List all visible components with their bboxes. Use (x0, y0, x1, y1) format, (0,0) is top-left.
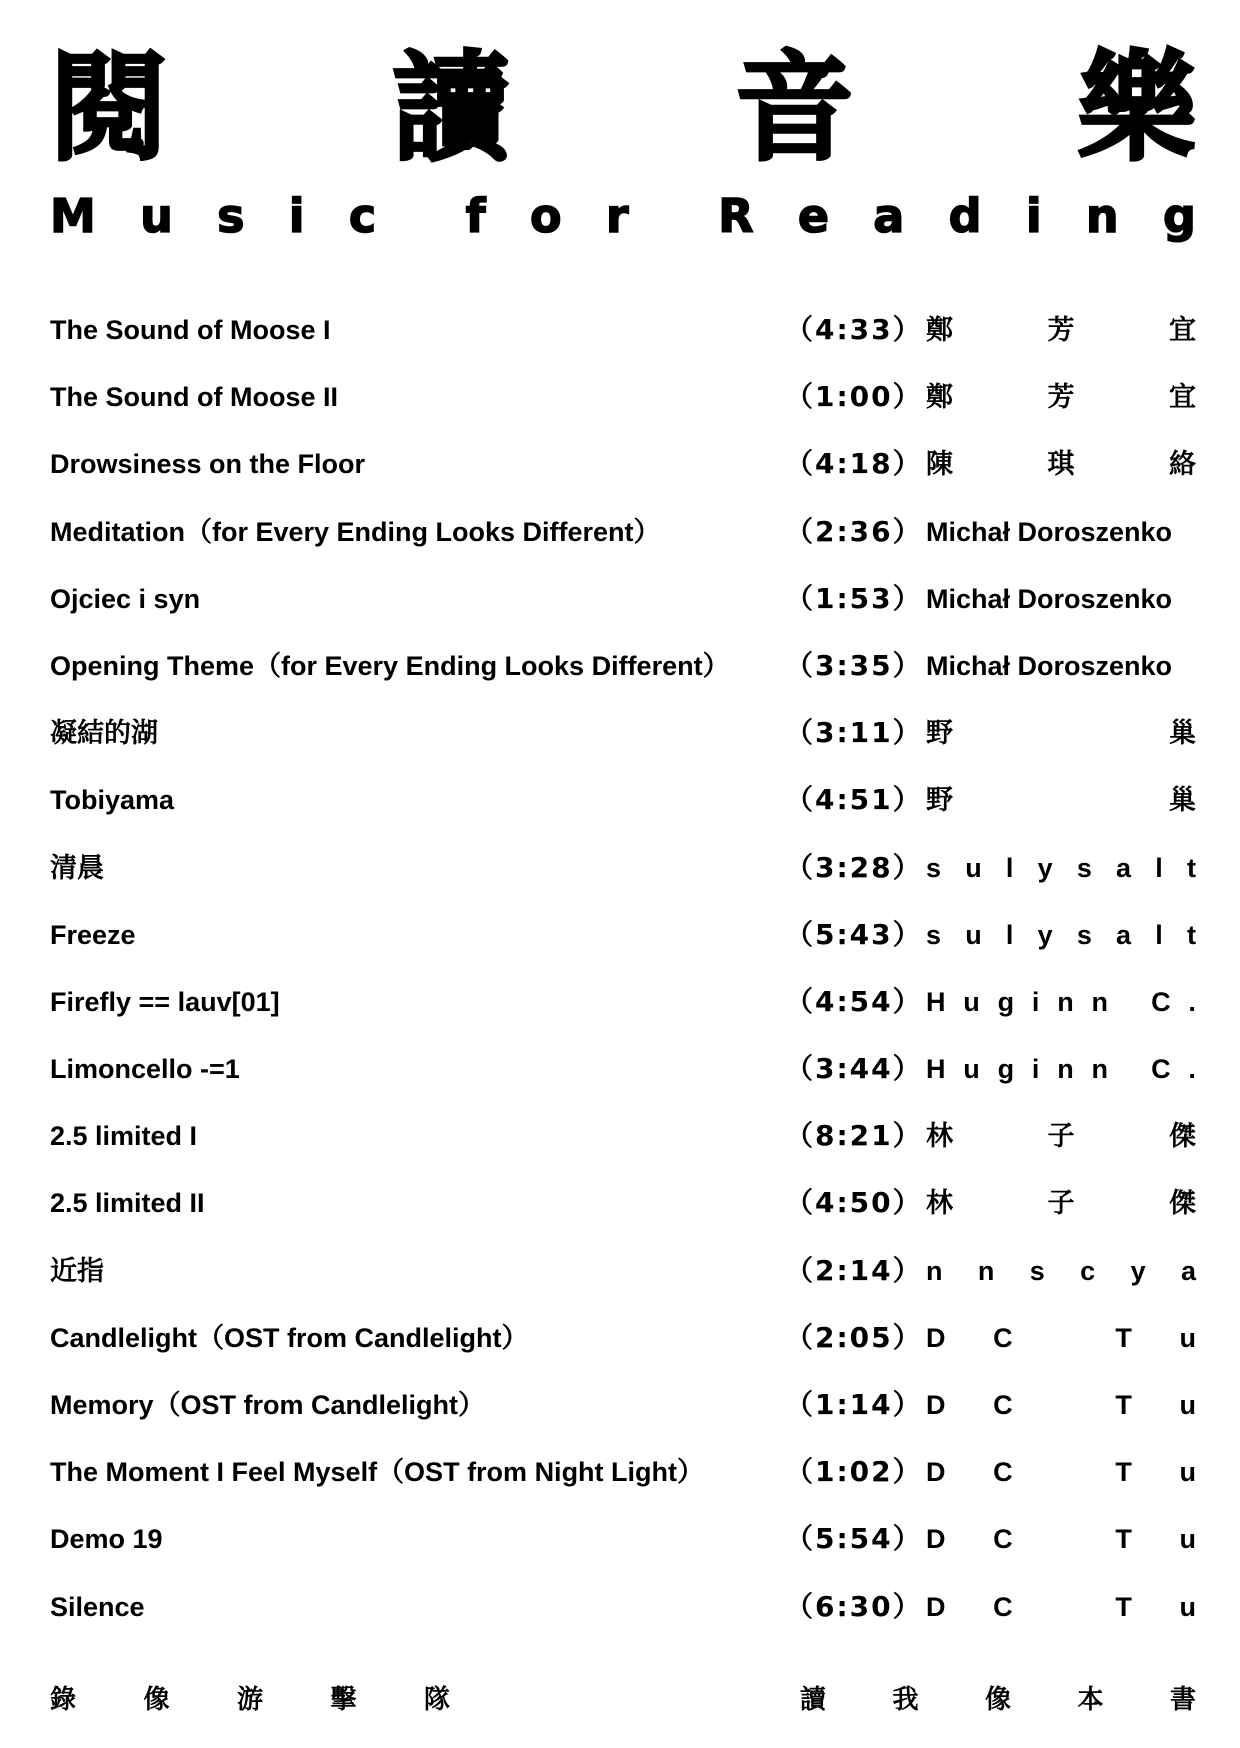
artist-char: T (1115, 1390, 1132, 1420)
track-duration: （4:51） (785, 783, 923, 817)
track-title: Firefly == lauv[01] (50, 986, 280, 1017)
artist-char: y (1037, 919, 1053, 950)
title-char: 讀 (392, 39, 511, 177)
track-row (50, 972, 1196, 1039)
track-row (50, 569, 1196, 636)
track-artist (926, 1185, 1196, 1221)
track-artist (926, 1387, 1196, 1423)
track-duration: （3:28） (785, 850, 923, 884)
artist-char: C (993, 1524, 1013, 1555)
title-letter: d (948, 189, 982, 243)
artist-char: 陳 (926, 449, 953, 480)
track-title: Candlelight（OST from Candlelight） (50, 1322, 529, 1353)
artist-char (1060, 1521, 1068, 1557)
track-title: Freeze (50, 919, 136, 950)
artist-char: D (926, 1322, 946, 1353)
artist-char: u (1179, 1390, 1196, 1420)
track-row (50, 1375, 1196, 1442)
artist-char: n (977, 1255, 995, 1286)
artist-char: C (993, 1322, 1013, 1353)
artist-char: 琪 (1047, 449, 1075, 480)
artist-char: 鄭 (926, 382, 953, 413)
artist-char: 芳 (1047, 315, 1075, 345)
artist-char: u (963, 986, 980, 1017)
artist-char: i (1031, 986, 1040, 1017)
title-letter: s (217, 189, 245, 243)
artist-char: u (1179, 1322, 1196, 1353)
artist-char: a (1116, 852, 1132, 883)
title-letter: o (529, 189, 562, 243)
track-row (50, 1173, 1196, 1240)
track-artist (926, 1118, 1196, 1154)
track-duration: （4:33） (785, 313, 923, 346)
track-title: Drowsiness on the Floor (50, 449, 366, 480)
artist-char (1060, 1454, 1068, 1490)
title-letter: e (797, 189, 830, 243)
artist-char: D (926, 1591, 946, 1622)
artist-char: n (1091, 1054, 1108, 1085)
title-letter: i (288, 189, 305, 243)
artist-char: D (926, 1390, 946, 1420)
track-duration: （1:53） (785, 581, 923, 615)
artist-char: n (1057, 986, 1074, 1017)
track-row (50, 1106, 1196, 1173)
artist-char: i (1031, 1054, 1040, 1085)
track-title: 2.5 limited I (50, 1121, 198, 1152)
track-title: 2.5 limited II (50, 1188, 205, 1219)
artist-char: H (926, 1054, 946, 1085)
track-duration: （3:35） (785, 648, 923, 682)
artist-char: 林 (926, 1188, 953, 1219)
footer-char: 我 (892, 1685, 919, 1715)
track-duration: （5:43） (785, 917, 923, 951)
track-title: The Sound of Moose I (50, 315, 331, 345)
track-row (50, 1442, 1196, 1509)
track-artist (926, 1589, 1196, 1625)
track-row (50, 367, 1196, 434)
track-artist (926, 1521, 1196, 1557)
track-row (50, 1241, 1196, 1308)
artist-char: 林 (926, 1121, 953, 1152)
track-artist (926, 850, 1196, 886)
artist-char: 芳 (1047, 382, 1075, 413)
artist-char: C (993, 1591, 1013, 1622)
footer-char: 本 (1077, 1685, 1104, 1715)
track-artist (926, 1454, 1196, 1490)
track-title: Opening Theme（for Every Ending Looks Different） (50, 650, 730, 681)
artist-char: C (993, 1390, 1013, 1420)
track-list (50, 300, 1196, 1644)
artist-char: y (1037, 852, 1053, 883)
artist-char: t (1186, 852, 1196, 883)
track-title: The Sound of Moose II (50, 382, 338, 413)
artist-char: u (965, 919, 982, 950)
footer-credit-right (800, 1678, 1196, 1722)
artist-char: 子 (1047, 1121, 1075, 1152)
track-row (50, 905, 1196, 972)
track-duration: （1:02） (785, 1455, 923, 1489)
track-duration: （8:21） (785, 1119, 923, 1153)
track-row (50, 1308, 1196, 1375)
title-letter: R (718, 189, 754, 243)
artist-char: l (1155, 852, 1163, 883)
track-duration: （2:05） (785, 1320, 923, 1354)
artist-char: n (926, 1255, 943, 1286)
artist-char: l (1005, 919, 1014, 950)
artist-char: s (1076, 919, 1092, 950)
artist-char: s (1029, 1255, 1045, 1286)
footer-char: 游 (236, 1685, 263, 1715)
track-row (50, 300, 1196, 367)
footer-char: 讀 (800, 1685, 827, 1715)
title-char: 音 (735, 39, 854, 177)
track-duration: （4:18） (785, 447, 923, 481)
track-title: Meditation（for Every Ending Looks Different） (50, 516, 661, 547)
track-row (50, 434, 1196, 501)
artist-char: 巢 (1169, 718, 1196, 749)
artist-char: T (1115, 1322, 1132, 1353)
track-duration: （4:50） (785, 1186, 923, 1220)
title-letter: M (50, 189, 96, 243)
artist-char: 傑 (1169, 1121, 1196, 1152)
track-row (50, 770, 1196, 837)
artist-char (1060, 1589, 1068, 1625)
title-letter: a (873, 189, 905, 243)
artist-char: g (997, 1054, 1015, 1085)
track-row (50, 1577, 1196, 1644)
track-title: 近指 (50, 1255, 104, 1286)
artist-char: 子 (1047, 1188, 1075, 1219)
artist-char: C (993, 1457, 1013, 1488)
track-title: Silence (50, 1591, 145, 1622)
footer-char: 書 (1169, 1685, 1196, 1715)
track-artist (926, 917, 1196, 953)
track-duration: （1:14） (785, 1388, 923, 1421)
track-artist (926, 715, 1196, 751)
poster (50, 0, 1196, 1748)
track-artist (926, 984, 1196, 1020)
track-artist (926, 446, 1196, 482)
artist-char: a (1116, 919, 1132, 950)
track-artist: Michał Doroszenko (926, 650, 1173, 681)
artist-char: 野 (926, 718, 953, 749)
track-artist: Michał Doroszenko (926, 583, 1173, 614)
artist-char: 傑 (1169, 1188, 1196, 1219)
footer-char: 像 (143, 1685, 170, 1715)
title-chinese (50, 39, 1196, 177)
artist-char (1126, 984, 1134, 1020)
artist-char: D (926, 1457, 946, 1488)
track-title: Ojciec i syn (50, 583, 201, 614)
artist-char: 野 (926, 785, 953, 816)
artist-char: u (965, 852, 982, 883)
title-char: 樂 (1077, 39, 1196, 177)
artist-char: u (1179, 1524, 1196, 1555)
footer-credit-left (50, 1678, 450, 1722)
artist-char: C (1151, 1054, 1171, 1085)
artist-char: . (1188, 986, 1196, 1017)
track-duration: （4:54） (785, 984, 923, 1018)
artist-char: T (1115, 1524, 1132, 1555)
artist-char: c (1080, 1255, 1096, 1286)
title-letter: c (348, 189, 377, 243)
artist-char: 宜 (1169, 315, 1196, 345)
title-letter: g (1162, 189, 1196, 243)
artist-char: s (926, 852, 942, 883)
artist-char: D (926, 1524, 946, 1555)
artist-char: l (1155, 919, 1163, 950)
track-title: Limoncello -=1 (50, 1054, 240, 1085)
artist-char (1126, 1051, 1134, 1087)
artist-char: l (1005, 852, 1014, 883)
track-artist (926, 1320, 1196, 1356)
artist-char: 絡 (1169, 449, 1196, 480)
title-english (50, 188, 1196, 244)
track-title: 凝結的湖 (50, 718, 158, 749)
track-row (50, 1509, 1196, 1576)
artist-char: n (1057, 1054, 1074, 1085)
track-duration: （5:54） (785, 1522, 923, 1556)
track-row (50, 1039, 1196, 1106)
footer-char: 擊 (330, 1685, 357, 1715)
artist-char: . (1188, 1054, 1196, 1085)
footer-char: 隊 (423, 1685, 450, 1715)
track-artist (926, 379, 1196, 415)
artist-char: H (926, 986, 946, 1017)
track-duration: （1:00） (785, 380, 923, 414)
artist-char: T (1115, 1591, 1132, 1622)
artist-char: a (1180, 1255, 1196, 1286)
track-duration: （2:36） (785, 514, 923, 548)
track-artist (926, 1051, 1196, 1087)
artist-char (1060, 1387, 1068, 1423)
track-row (50, 703, 1196, 770)
artist-char: T (1115, 1457, 1132, 1488)
track-title: 清晨 (50, 852, 104, 883)
track-artist (926, 782, 1196, 818)
track-duration: （3:11） (785, 716, 923, 750)
track-row (50, 636, 1196, 703)
track-title: Memory（OST from Candlelight） (50, 1390, 486, 1420)
track-title: Tobiyama (50, 785, 175, 816)
artist-char: u (1179, 1591, 1196, 1622)
track-row (50, 502, 1196, 569)
track-title: Demo 19 (50, 1524, 163, 1555)
artist-char: s (926, 919, 942, 950)
footer-char: 錄 (50, 1685, 77, 1715)
artist-char: t (1186, 919, 1196, 950)
artist-char: u (1179, 1457, 1196, 1488)
artist-char: 宜 (1169, 382, 1196, 413)
track-artist (926, 1253, 1196, 1289)
track-artist: Michał Doroszenko (926, 516, 1173, 547)
track-title: The Moment I Feel Myself（OST from Night Light） (50, 1457, 705, 1488)
footer (50, 1678, 1196, 1722)
artist-char: s (1076, 852, 1092, 883)
artist-char: 巢 (1169, 785, 1196, 816)
artist-char (1060, 1320, 1068, 1356)
artist-char: g (997, 986, 1015, 1017)
track-row (50, 838, 1196, 905)
artist-char: n (1091, 986, 1108, 1017)
title-letter: r (605, 189, 629, 243)
track-duration: （2:14） (785, 1253, 923, 1287)
track-duration: （6:30） (785, 1589, 923, 1623)
artist-char: 鄭 (926, 315, 953, 345)
title-letter: i (1025, 189, 1042, 243)
title-letter: f (465, 189, 486, 243)
title-letter: n (1085, 189, 1119, 243)
title-char: 閱 (50, 39, 169, 177)
artist-char: u (963, 1054, 980, 1085)
track-artist (926, 312, 1196, 348)
artist-char: y (1130, 1255, 1146, 1286)
track-duration: （3:44） (785, 1052, 923, 1086)
footer-char: 像 (984, 1685, 1011, 1715)
artist-char: C (1151, 986, 1171, 1017)
title-letter: u (140, 189, 173, 243)
